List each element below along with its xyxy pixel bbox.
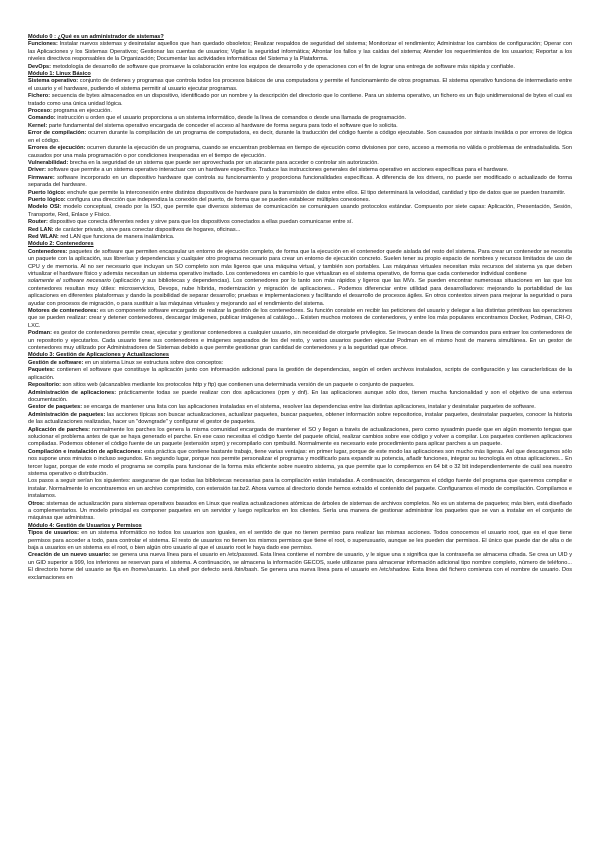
paragraph-text: configura una dirección que independiza la conexión del puerto, de forma que se pueden establecer múltiples conexiones.	[65, 196, 371, 203]
section-mod2	[28, 241, 572, 352]
term-label: Fichero:	[28, 93, 51, 100]
paragraph	[28, 390, 572, 405]
paragraph-text: ocurren durante la ejecución de un programa, cuando se encuentran problemas en tiempo de ejecución como divisiones por cero, acceso a memoria no válida o problemas de entrada/salida. Son causados por una mala programación o por condiciones inesperadas en el tiempo de ejecución.	[28, 145, 572, 159]
section-mod0	[28, 34, 572, 71]
section-heading: Módulo 1: Linux Básico	[28, 71, 91, 78]
paragraph-text: modelo conceptual, creado por la ISO, que permite que diversos sistemas de comunicación se comuniquen usando protocolos estándar. Compuesto por siete capas: Aplicación, Presentación, Sesión, Transporte, Red, Enlace y Físico.	[28, 204, 572, 218]
term-label: Red WLAN:	[28, 233, 59, 240]
paragraph-text: Instalar nuevos sistemas y desinstalar aquellos que han quedado obsoletos; Realizar respaldos de seguridad del sistema; Monitorizar el rendimiento; Administrar los cambios de configuración; Operar con las Aplicaciones y los Sistemas Operativos; Gestionar las cuentas de usuarios; Vigilar la seguridad informática; Afrontar los fallos y las caídas del sistema; Atender los requerimientos de los usuarios; Reportar a los niveles directivos responsables de la Organización; Documentar las actividades informáticas del Sistema y la Plataforma.	[28, 41, 572, 63]
term-label: Podman:	[28, 330, 52, 337]
paragraph	[28, 449, 572, 479]
paragraph-text: prácticamente todas se puede realizar con dos aplicaciones (rpm y dnf). En las aplicaciones aunque sólo dos, tienen mucha funcionalidad y son el objetivo de una extensa documentación.	[28, 389, 573, 403]
paragraph-text: ocurren durante la compilación de un programa de computadora, es decir, durante la traducción del código fuente a código ejecutable. Son causados por sintaxis inválida o por errores de lógica en el código.	[28, 130, 572, 144]
paragraph-text: paquetes de software que permiten encapsular un entorno de ejecución completo, de forma que la ejecución en el contenedor quede aislada del resto del sistema. Para crear un contenedor se necesita un paquete con la aplicación, sus librerías y dependencias y cualquier otro programa necesario para crear un entorno de ejecución concreto. Suelen tener su propio espacio de nombres y recursos limitados de uso de CPU y de memoria. Al no ser necesario que incluyan un SO completo son más ligeros que una máquina virtual, y también son portables. Las máquinas virtuales necesitan más recursos del sistema ya que deben virtualizar el hardware físico y además necesitan un sistema operativo invitado. Los contenedores en cambio lo que virtualizan es el sistema operativo, de forma que cada contenedor individual contiene	[28, 248, 572, 277]
section-heading: Módulo 0 : ¿Qué es un administrador de sistemas?	[28, 34, 164, 40]
term-label: Sistema operativo:	[28, 78, 79, 85]
paragraph	[28, 130, 572, 145]
paragraph	[28, 234, 572, 241]
paragraph-text: esta práctica que contiene bastante trabajo, tiene varias ventajas: en primer lugar, porque de este modo las aplicaciones son mucho más ligeras. Así que descargamos sólo nos supone unos minutos o incluso segundos. En segundo lugar, porque nos permite personalizar el programa y modificarlo para expandir su potencia, añadir funciones, integrar su tecnología en otras aplicaciones... En tercer lugar, porque de este modo el programa se compila para funcionar de la forma más eficiente sobre nuestro sistema, ya que permite que lo compilemos en 64 bit o 32 bit independientemente de cuál sea nuestro sistema operativo o distribución.	[28, 448, 572, 477]
paragraph	[28, 175, 572, 190]
paragraph	[28, 382, 572, 389]
term-label: Aplicación de parches:	[28, 426, 90, 433]
section-heading: Módulo 4: Gestión de Usuarios y Permisos	[28, 522, 142, 529]
paragraph-text: se encarga de mantener una lista con las aplicaciones instaladas en el sistema, resolver las dependencias entre las distintas aplicaciones, instalar y desinstalar paquetes de software.	[82, 404, 536, 411]
paragraph	[28, 530, 572, 552]
term-label: Errores de ejecución:	[28, 145, 86, 152]
term-label: Proceso:	[28, 108, 52, 115]
term-label: Red LAN:	[28, 226, 54, 233]
paragraph	[28, 167, 572, 174]
paragraph-text: en un sistema Linux se estructura sobre dos conceptos:	[83, 359, 224, 366]
paragraph-text: Los pasos a seguir serían los siguientes: asegurarse de que todas las bibliotecas necesarias para la compilación están instaladas. A continuación, descargamos el código fuente del programa que queremos compilar e instalar. Normalmente lo encontraremos en un archivo comprimido, con extensión tar.bz2. Ahora vamos al directorio donde hemos extraído el contenido del paquete. Configuramos el modo de compilación. Compilamos e instalamos.	[28, 478, 572, 500]
term-label: DevOps:	[28, 63, 52, 70]
section-mod1	[28, 71, 572, 241]
term-label: Firmware:	[28, 174, 55, 181]
term-label: Paquetes:	[28, 367, 55, 374]
paragraph-text: software que permite a un sistema operativo interactuar con un hardware específico. Traduce las instrucciones generales del sistema operativo en acciones específicas para el hardware.	[46, 167, 509, 174]
term-label: Comando:	[28, 115, 56, 122]
paragraph	[28, 115, 572, 122]
paragraph-text: secuencia de bytes almacenados en un dispositivo, identificado por un nombre y la descripción del directorio que lo contiene. Para un sistema operativo, un fichero es un flujo unidimensional de bytes el cual es tratado como una única unidad lógica.	[28, 93, 572, 107]
paragraph-text: las acciones típicas son buscar actualizaciones, actualizar paquetes, buscar paquetes, obtener información sobre repositorios, instalar paquetes, desinstalar paquetes, conocer la historia de las actualizaciones realizadas, hacer un "downgrade" y configurar el gestor de paquetes.	[28, 411, 572, 426]
term-label: Compilación e instalación de aplicaciones:	[28, 448, 143, 455]
term-label: Gestor de paquetes:	[28, 404, 83, 411]
paragraph	[28, 227, 572, 234]
paragraph	[28, 308, 572, 330]
paragraph	[28, 93, 572, 108]
paragraph-text: son sitios web (alcanzables mediante los protocolos http y ftp) que contienen una determinada versión de un paquete o conjunto de paquetes.	[60, 382, 415, 389]
paragraph-text: red LAN que funciona de manera inalámbrica.	[58, 233, 175, 240]
paragraph	[28, 123, 572, 130]
term-label: Modelo OSI:	[28, 204, 62, 211]
paragraph-text: se genera una nueva línea para el usuario en /etc/passwd. Esta línea contiene el nombre de usuario, y le sigue una x significa que la contraseña se almacena cifrada. Se crea un UID y un GID superior a 999, los inferiores se reservan para el sistema. A continuación, se almacena la información GECOS, suele utilizarse para almacenar información adicional tipo nombre completo, número de teléfono... El directorio home del usuario se fija en /home/usuario. La shell por defecto será /bin/bash. Se genera una nueva línea para el usuario en /etc/shadow. Esta línea del fichero comienza con el nombre de usuario. Dos exclamaciones en	[28, 552, 572, 581]
paragraph-text: metodología de desarrollo de software que promueve la colaboración entre los equipos de desarrollo y de operaciones con el fin de lograr una entrega de software más rápida y confiable.	[51, 63, 515, 70]
paragraph-text: parte fundamental del sistema operativo encargada de conceder el acceso al hardware de forma segura para todo el software que lo solicita.	[47, 122, 398, 129]
paragraph-text: contienen el software que constituye la aplicación junto con información adicional para la gestión de dependencias, según el orden archivos instalados, scripts de configuración y las características de la aplicación.	[28, 367, 572, 381]
paragraph	[28, 64, 572, 71]
paragraph	[28, 78, 572, 93]
paragraph	[28, 360, 572, 367]
paragraph	[28, 412, 572, 427]
paragraph	[28, 249, 572, 279]
paragraph	[28, 190, 572, 197]
term-label: Creación de un nuevo usuario:	[28, 552, 111, 559]
paragraph-text: (aplicación y sus bibliotecas y dependencias). Los contenedores por lo tanto son más rápidos y ligeros que las MVs. Se pueden encontrar numerosas situaciones en las que los contenedores resultan muy útiles: microservicios, Devops, nube híbrida, modernización y migración de aplicaciones... Podemos diferenciar entre utilidad para desarrolladores: mejorando la portabilidad de las aplicaciones en diferentes plataformas y dando la posibilidad de separar desarrollo; pruebas e implementaciones y facilitando el desarrollo de procesos ágiles. En otros contextos sirven para mejorar la seguridad o para ayudar con procesos de migración, o para sustituir a las máquinas virtuales y mejorando así el rendimiento del sistema.	[28, 278, 572, 307]
emphasis-text: solamente el software necesario	[28, 278, 111, 285]
term-label: Gestión de software:	[28, 359, 84, 366]
paragraph-text: enchufe que permite la interconexión entre distintos dispositivos de hardware para la transmisión de datos entre ellos. El tipo determinará la velocidad, cantidad y tipo de datos que se pueden transmitir.	[65, 189, 566, 196]
paragraph-text: dispositivo que conecta diferentes redes y sirve para que los dispositivos conectados a ellas puedan comunicarse entre sí.	[47, 219, 353, 226]
section-heading: Módulo 2: Contenedores	[28, 241, 94, 248]
paragraph	[28, 330, 572, 352]
term-label: Puerto lógico:	[28, 196, 66, 203]
term-label: Contenedores:	[28, 248, 68, 255]
term-label: Motores de contenedores:	[28, 308, 99, 315]
paragraph	[28, 478, 572, 500]
paragraph-text: en un sistema informático no todos los usuarios son iguales, en el sentido de que no tienen permiso para realizar las mismas acciones. Todos conocemos el usuario root, que es el que tiene permisos para acceder a todo, para controlar el sistema. El resto de usuarios no tienen los mismos permisos que tiene el root, o superusuario, aunque se les pueden dar permisos. El único que puede dar de alta o de baja a usuarios en un sistema es el root, o bien algún otro usuario al que el usuario root le haya dado ese permiso.	[28, 530, 572, 552]
paragraph	[28, 108, 572, 115]
term-label: Repositorio:	[28, 382, 61, 389]
section-mod3	[28, 352, 572, 522]
term-label: Otros:	[28, 500, 45, 507]
paragraph-text: instrucción u orden que el usuario proporciona a un sistema informático, desde la línea de comandos o desde una llamada de programación.	[55, 115, 407, 122]
paragraph-text: es gestor de contenedores permite crear, ejecutar y gestionar contenedores a cualquier usuario, sin necesidad de otorgarle privilegios. Se invocan desde la línea de comandos para extraer los contenedores de un repositorio y ejecutarlos. Cada usuario tiene sus contenedores e imágenes separados de los del resto, y varios usuarios pueden ejecutar Podman en el mismo host de manera simultánea. En un gestor de contenedores muy utilizado por Administradores de Sistemas debido a que permite gestionar gran cantidad de contenedores y a la seguridad que ofrece.	[28, 330, 572, 352]
paragraph	[28, 145, 572, 160]
section-mod4	[28, 523, 572, 582]
term-label: Vulnerabilidad:	[28, 159, 69, 166]
paragraph-text: brecha en la seguridad de un sistema que puede ser aprovechada por un atacante para acceder o controlar sin autorización.	[68, 159, 379, 166]
paragraph	[28, 41, 572, 63]
paragraph	[28, 367, 572, 382]
term-label: Error de compilación:	[28, 130, 87, 137]
term-label: Administración de aplicaciones:	[28, 389, 117, 396]
paragraph	[28, 197, 572, 204]
term-label: Administración de paquetes:	[28, 411, 106, 418]
paragraph	[28, 404, 572, 411]
section-heading: Módulo 3: Gestión de Aplicaciones y Actualizaciones	[28, 352, 170, 359]
term-label: Kernel:	[28, 122, 48, 129]
paragraph	[28, 552, 572, 582]
term-label: Puerto lógico:	[28, 189, 66, 196]
term-label: Driver:	[28, 167, 47, 174]
paragraph-text: software incorporado en un dispositivo hardware que controla su funcionamiento y proporciona funcionalidades específicas. A diferencia de los drivers, no puede ser modificado o actualizado de forma separada del hardware.	[28, 174, 572, 189]
paragraph	[28, 427, 572, 449]
paragraph	[28, 278, 572, 308]
term-label: Tipos de usuarios:	[28, 530, 79, 537]
paragraph-text: normalmente los parches los genera la misma comunidad encargada de mantener el SO y llegan a través de actualizaciones, pero como sysadmin puede que en algún momento tengas que solucionar el problema antes de que se haya generado el parche. En ese caso necesitas el código fuente del paquete oficial, realizar cambios sobre ese código y volver a compilar. Los paquetes contienen aplicaciones compiladas. Podemos obtener el código fuente de un paquete (extensión srpm) y recompilarlo con rpmbuild. Normalmente es necesario este procedimiento para aplicar parches a un paquete.	[28, 426, 572, 448]
paragraph	[28, 160, 572, 167]
paragraph-text: es un componente software encargado de realizar la gestión de los contenedores. Su función consiste en recibir las peticiones del usuario y delegar a las distintas primitivas las operaciones que se pueden realizar: crear y detener contenedores, descargar imágenes, publicar imágenes al catálogo... Existen muchos motores de contenedores, y entre los más populares encontramos Docker, Podman, CRI-O, LXC.	[28, 308, 572, 329]
paragraph-text: de carácter privado, sirve para conectar dispositivos de hogares, oficinas...	[53, 226, 241, 233]
term-label: Router:	[28, 219, 48, 226]
paragraph	[28, 501, 572, 523]
paragraph	[28, 204, 572, 219]
term-label: Funciones:	[28, 41, 58, 48]
paragraph	[28, 219, 572, 226]
paragraph-text: programa en ejecución.	[51, 108, 112, 115]
paragraph-text: conjunto de órdenes y programas que controla todos los procesos básicos de una computadora y permite el funcionamiento de otros programas. El sistema operativo funciona de intermediario entre el usuario y el hardware, pudiendo el sistema permitir al usuario ejecutar programas.	[28, 78, 572, 92]
paragraph-text: sistemas de actualización para sistemas operativos basados en Linux que realiza actualizaciones atómicas de árboles de sistemas de archivos completos. No es un sistema de paquetes; más bien, está diseñado a complementarlos. Un modelo principal es componer paquetes en un servidor y luego replicarlos en los clientes. Sería una manera de gestionar administrar los paquetes que se van a instalar en el conjunto de máquinas que administras.	[28, 500, 572, 522]
